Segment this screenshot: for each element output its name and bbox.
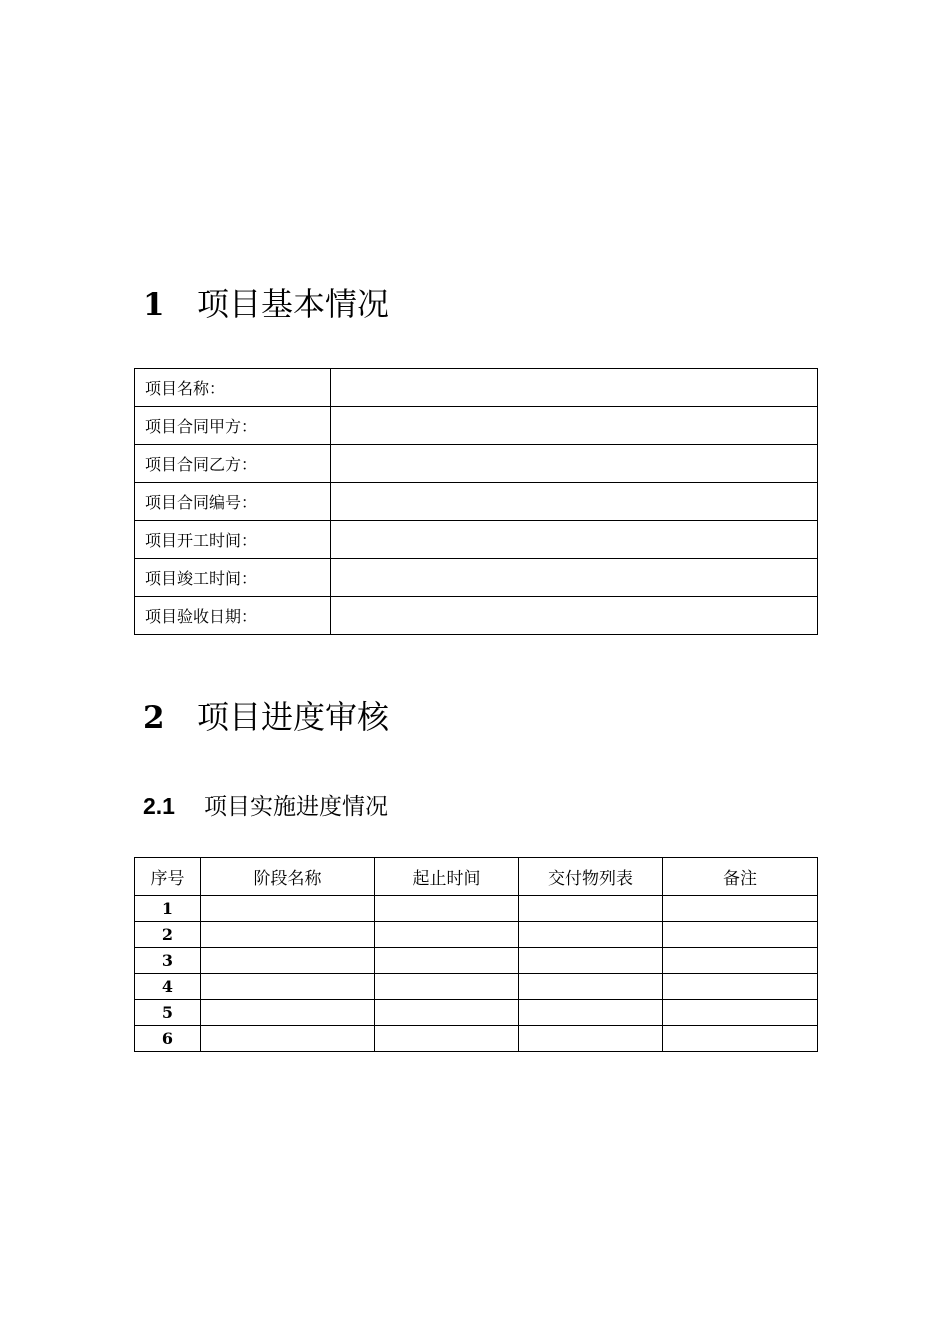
table-header-row xyxy=(135,858,818,896)
row-seq: 5 xyxy=(135,1000,201,1026)
section-2-1-heading xyxy=(143,788,388,825)
table-row xyxy=(135,896,818,922)
row-period[interactable] xyxy=(375,1000,519,1026)
row-remarks[interactable] xyxy=(663,974,818,1000)
table-row xyxy=(135,407,818,445)
table-row xyxy=(135,922,818,948)
completion-date-value[interactable] xyxy=(331,559,818,597)
table-row xyxy=(135,948,818,974)
section-1-heading xyxy=(143,284,389,325)
row-remarks[interactable] xyxy=(663,922,818,948)
row-stage-name[interactable] xyxy=(201,974,375,1000)
project-info-table xyxy=(134,368,818,635)
header-seq: 序号 xyxy=(135,858,201,896)
row-remarks[interactable] xyxy=(663,1026,818,1052)
contract-party-a-label: 项目合同甲方： xyxy=(135,407,331,445)
row-remarks[interactable] xyxy=(663,948,818,974)
row-period[interactable] xyxy=(375,922,519,948)
table-row xyxy=(135,483,818,521)
row-seq: 3 xyxy=(135,948,201,974)
row-seq: 4 xyxy=(135,974,201,1000)
row-deliverables[interactable] xyxy=(519,948,663,974)
row-stage-name[interactable] xyxy=(201,922,375,948)
section-1-number: 1 xyxy=(143,287,165,323)
contract-party-b-label: 项目合同乙方： xyxy=(135,445,331,483)
header-deliverables: 交付物列表 xyxy=(519,858,663,896)
row-remarks[interactable] xyxy=(663,896,818,922)
row-deliverables[interactable] xyxy=(519,896,663,922)
section-2-1-title: 项目实施进度情况 xyxy=(204,794,388,820)
row-remarks[interactable] xyxy=(663,1000,818,1026)
table-row xyxy=(135,521,818,559)
row-stage-name[interactable] xyxy=(201,896,375,922)
row-period[interactable] xyxy=(375,896,519,922)
table-row xyxy=(135,1026,818,1052)
header-period: 起止时间 xyxy=(375,858,519,896)
contract-number-value[interactable] xyxy=(331,483,818,521)
row-seq: 6 xyxy=(135,1026,201,1052)
contract-party-a-value[interactable] xyxy=(331,407,818,445)
table-row xyxy=(135,974,818,1000)
row-period[interactable] xyxy=(375,1026,519,1052)
completion-date-label: 项目竣工时间： xyxy=(135,559,331,597)
section-2-number: 2 xyxy=(143,700,165,736)
header-remarks: 备注 xyxy=(663,858,818,896)
contract-party-b-value[interactable] xyxy=(331,445,818,483)
section-2-title: 项目进度审核 xyxy=(197,698,390,736)
row-seq: 2 xyxy=(135,922,201,948)
section-1-title: 项目基本情况 xyxy=(197,285,390,323)
progress-table xyxy=(134,857,818,1052)
header-stage-name: 阶段名称 xyxy=(201,858,375,896)
row-deliverables[interactable] xyxy=(519,974,663,1000)
table-row xyxy=(135,369,818,407)
project-name-value[interactable] xyxy=(331,369,818,407)
acceptance-date-label: 项目验收日期： xyxy=(135,597,331,635)
row-stage-name[interactable] xyxy=(201,1026,375,1052)
row-deliverables[interactable] xyxy=(519,922,663,948)
acceptance-date-value[interactable] xyxy=(331,597,818,635)
row-seq: 1 xyxy=(135,896,201,922)
row-period[interactable] xyxy=(375,948,519,974)
start-date-value[interactable] xyxy=(331,521,818,559)
row-stage-name[interactable] xyxy=(201,948,375,974)
project-name-label: 项目名称： xyxy=(135,369,331,407)
table-row xyxy=(135,597,818,635)
row-stage-name[interactable] xyxy=(201,1000,375,1026)
row-deliverables[interactable] xyxy=(519,1026,663,1052)
table-row xyxy=(135,1000,818,1026)
row-period[interactable] xyxy=(375,974,519,1000)
contract-number-label: 项目合同编号： xyxy=(135,483,331,521)
section-2-heading xyxy=(143,697,389,738)
section-2-1-number: 2.1 xyxy=(143,793,175,819)
table-row xyxy=(135,445,818,483)
row-deliverables[interactable] xyxy=(519,1000,663,1026)
start-date-label: 项目开工时间： xyxy=(135,521,331,559)
table-row xyxy=(135,559,818,597)
